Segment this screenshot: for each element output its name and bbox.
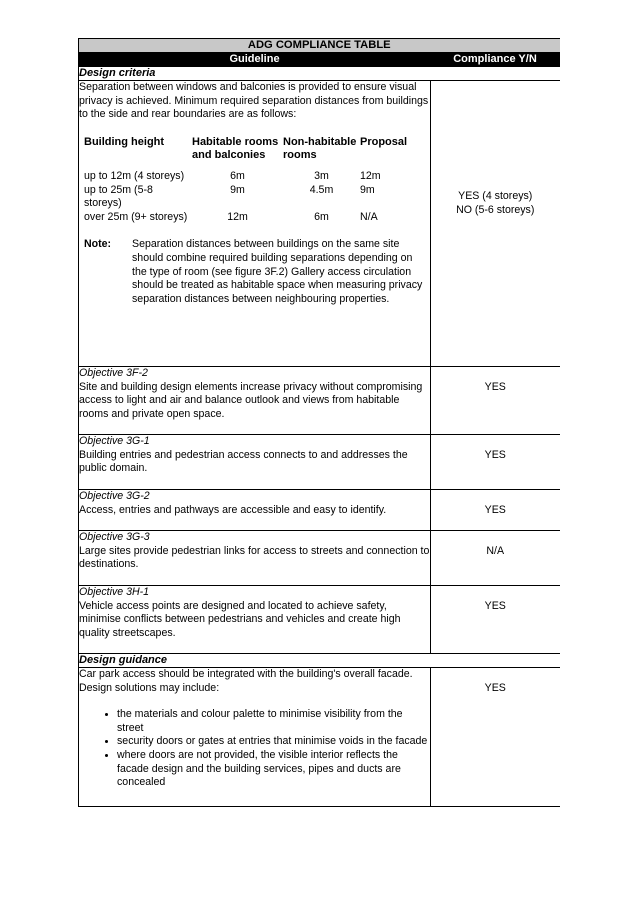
table-row xyxy=(79,531,560,586)
table-row xyxy=(79,367,560,435)
guideline-cell xyxy=(79,367,431,435)
note-label: Note: xyxy=(84,238,112,251)
objective-text: Site and building design elements increase privacy without compromising access to light and air and balance outlook and views from habitable rooms and private open space. xyxy=(79,380,423,420)
sep-cell-nonhabitable: 3m xyxy=(314,169,329,182)
sep-header-habitable: Habitable rooms and balconies xyxy=(192,135,279,162)
guideline-cell xyxy=(79,531,431,586)
list-item: • where doors are not provided, the visible interior reflects the facade design and the building services, pipes and ducts are concealed xyxy=(117,749,430,790)
objective-text: Access, entries and pathways are accessible and easy to identify. xyxy=(79,503,387,516)
compliance-value: YES (4 storeys) xyxy=(458,190,533,202)
sep-cell-height: up to 12m (4 storeys) xyxy=(84,169,185,182)
section-title-criteria: Design criteria xyxy=(79,67,560,81)
compliance-value: YES xyxy=(484,682,506,694)
compliance-cell xyxy=(431,81,560,367)
car-park-bullets xyxy=(79,708,430,790)
table-header-row xyxy=(79,53,560,67)
sep-header-proposal: Proposal xyxy=(360,135,408,148)
compliance-cell xyxy=(431,490,560,531)
list-item: • the materials and colour palette to minimise visibility from the street xyxy=(117,708,430,735)
compliance-cell xyxy=(431,367,560,435)
compliance-cell xyxy=(431,531,560,586)
compliance-header: Compliance Y/N xyxy=(431,53,560,67)
table-title: ADG COMPLIANCE TABLE xyxy=(79,39,560,53)
table-row xyxy=(79,81,560,367)
sep-header-height: Building height xyxy=(84,135,165,148)
objective-label: Objective 3H-1 xyxy=(79,586,150,598)
visual-privacy-intro: Separation between windows and balconies is provided to ensure visual privacy is achieved. Minimum required separation distances from buildings to the side and rear boundaries are as follows: xyxy=(79,81,429,121)
objective-text: Large sites provide pedestrian links for access to streets and connection to destinations. xyxy=(79,544,430,571)
guideline-cell xyxy=(79,668,431,807)
objective-label: Objective 3G-3 xyxy=(79,531,150,543)
sep-cell-height: over 25m (9+ storeys) xyxy=(84,210,188,223)
table-row xyxy=(79,490,560,531)
compliance-value: N/A xyxy=(486,545,505,557)
note-block xyxy=(84,238,430,306)
guideline-cell xyxy=(79,81,431,367)
sep-row xyxy=(84,211,429,225)
sep-cell-habitable: 9m xyxy=(230,183,245,196)
table-title-row xyxy=(79,39,560,53)
table-row xyxy=(79,586,560,654)
compliance-cell xyxy=(431,435,560,490)
sep-row xyxy=(84,170,429,184)
guideline-cell xyxy=(79,490,431,531)
sep-cell-habitable: 6m xyxy=(230,169,245,182)
section-row-guidance xyxy=(79,654,560,668)
objective-label: Objective 3F-2 xyxy=(79,367,148,379)
sep-cell-habitable: 12m xyxy=(227,210,248,223)
table-row xyxy=(79,668,560,807)
sep-cell-nonhabitable: 4.5m xyxy=(309,183,334,196)
compliance-cell xyxy=(431,668,560,807)
sep-cell-nonhabitable: 6m xyxy=(314,210,329,223)
compliance-value: YES xyxy=(484,381,506,393)
sep-cell-proposal: N/A xyxy=(360,210,378,223)
guideline-cell xyxy=(79,586,431,654)
section-title-guidance: Design guidance xyxy=(79,654,560,668)
objective-label: Objective 3G-2 xyxy=(79,490,150,502)
sep-cell-proposal: 9m xyxy=(360,183,375,196)
guideline-header: Guideline xyxy=(79,53,431,67)
separation-table xyxy=(84,136,429,225)
compliance-value: YES xyxy=(484,449,506,461)
sep-header-nonhabitable: Non-habitable rooms xyxy=(283,135,357,162)
sep-row xyxy=(84,184,429,211)
sep-cell-proposal: 12m xyxy=(360,169,381,182)
compliance-value: YES xyxy=(484,504,506,516)
section-row-criteria xyxy=(79,67,560,81)
compliance-value: YES xyxy=(484,600,506,612)
objective-text: Vehicle access points are designed and located to achieve safety, minimise conflicts between pedestrians and vehicles and create high quality streetscapes. xyxy=(79,599,401,639)
sep-cell-height: up to 25m (5-8 storeys) xyxy=(84,183,153,210)
compliance-cell xyxy=(431,586,560,654)
table-row xyxy=(79,435,560,490)
compliance-value: NO (5-6 storeys) xyxy=(456,203,535,216)
list-item: • security doors or gates at entries that minimise voids in the facade xyxy=(117,735,430,749)
guideline-cell xyxy=(79,435,431,490)
note-text: Separation distances between buildings on the same site should combine required building separations depending on the type of room (see figure 3F.2) Gallery access circulation should be treated as habitable space when measuring privacy separation distances between neighbouring properties. xyxy=(132,238,423,305)
objective-label: Objective 3G-1 xyxy=(79,435,150,447)
adg-compliance-table xyxy=(78,38,560,807)
objective-text: Building entries and pedestrian access connects to and addresses the public domain. xyxy=(79,448,408,475)
car-park-intro: Car park access should be integrated with the building's overall facade. Design solutions may include: xyxy=(79,668,413,694)
